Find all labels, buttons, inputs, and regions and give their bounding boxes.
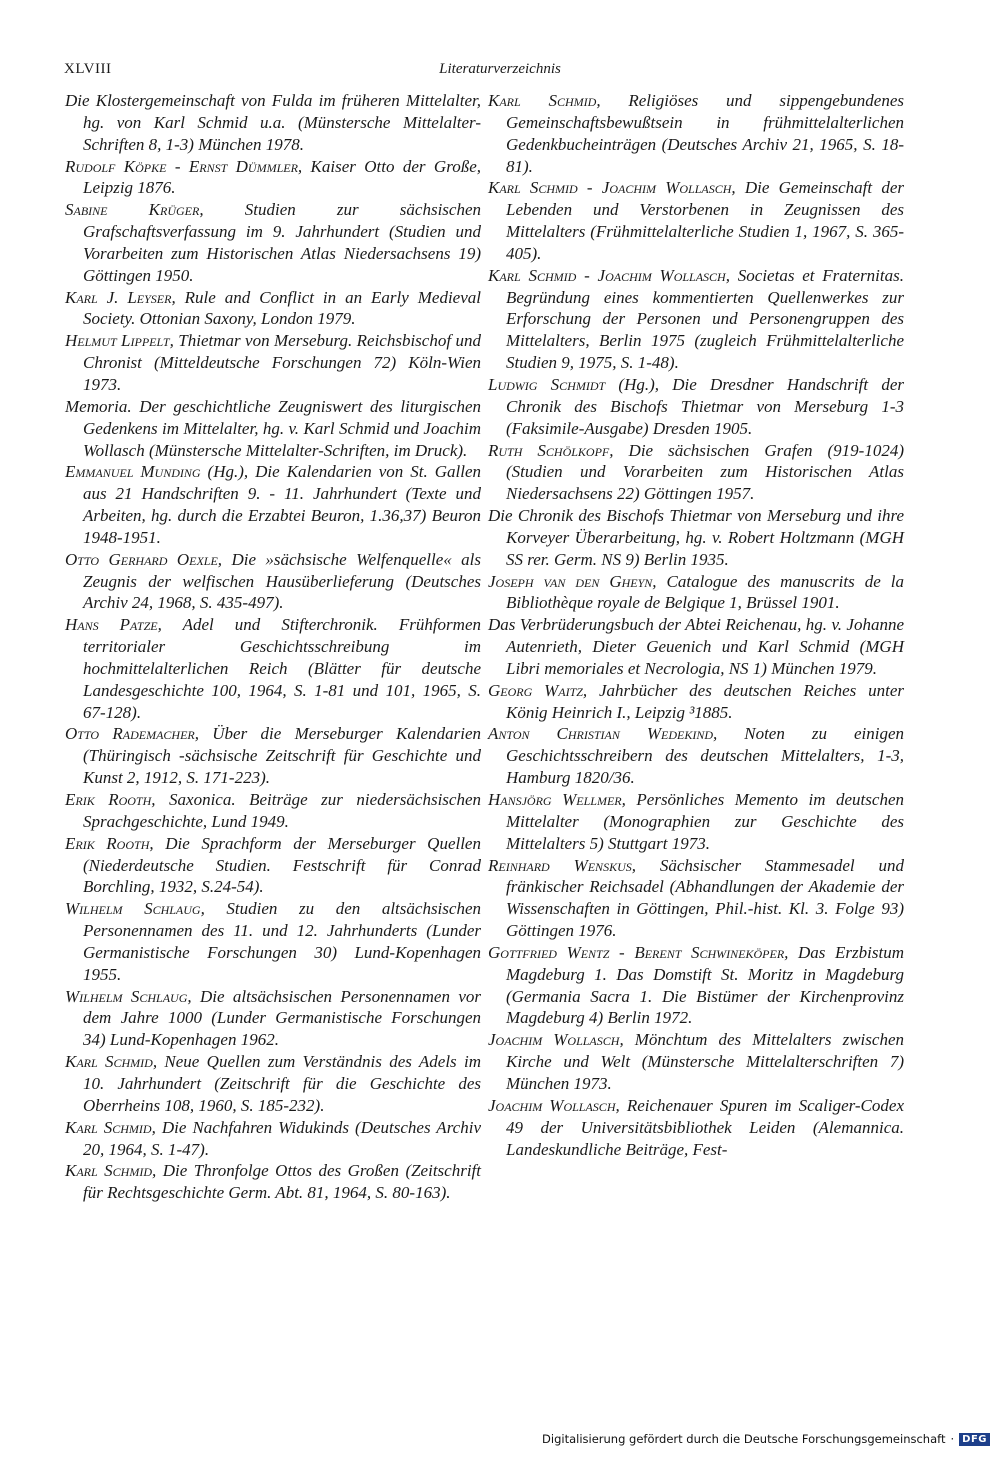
entry-author: Erik Rooth <box>65 790 152 809</box>
bibliography-entry <box>65 330 481 396</box>
entry-text: , Die altsächsischen Personennamen vor dem Jahre 1000 (Lunder Germanistische Forschungen 34) Lund-Kopenhagen 1962. <box>83 986 481 1050</box>
entry-text: , Die »sächsische Welfenquelle« als Zeugnis der welfischen Hausüberlieferung (Deutsches Archiv 24, 1968, S. 435-497). <box>83 549 481 613</box>
entry-author: Karl Schmid <box>65 1161 152 1181</box>
bibliography-entry <box>488 265 904 374</box>
entry-author: Ruth Schölkopf <box>488 440 610 460</box>
entry-text: , Studien zu den altsächsischen Personennamen des 11. und 12. Jahrhunderts (Lunder Germanistische Forschungen 30) Lund-Kopenhagen 1955. <box>83 899 481 984</box>
entry-author: Karl Schmid <box>65 1052 153 1072</box>
bibliography-entry <box>488 90 904 177</box>
bibliography-entry <box>65 1117 481 1161</box>
bibliography-entry <box>488 505 904 571</box>
entry-author: Otto Gerhard Oexle <box>65 549 218 569</box>
bibliography-entry <box>488 1029 904 1095</box>
bibliography-entry <box>65 287 481 331</box>
entry-author: Rudolf Köpke - Ernst Dümmler <box>65 156 298 176</box>
entry-text: , Reichenauer Spuren im Scaliger-Codex 49 der Universitätsbibliothek Leiden (Alemannica. Landeskundliche Beiträge, Fest- <box>506 1095 904 1159</box>
entry-author: Wilhelm Schlaug <box>65 899 201 919</box>
bibliography-entry <box>65 614 481 723</box>
entry-text: , Das Erzbistum Magdeburg 1. Das Domstift St. Moritz in Magdeburg (Germania Sacra 1. Die Bistümer der Kirchenprovinz Magdeburg 4) Berlin 1972. <box>506 942 904 1028</box>
dfg-logo: DFG <box>959 1433 990 1446</box>
page-number: XLVIII <box>64 61 112 77</box>
running-title: Literaturverzeichnis <box>439 61 561 77</box>
entry-text: Memoria. Der geschichtliche Zeugniswert des liturgischen Gedenkens im Mittelalter, hg. v. Karl Schmid und Joachim Wollasch (Münstersche Mittelalter-Schriften, im Druck). <box>65 396 481 460</box>
entry-text: , Die Thronfolge Ottos des Großen (Zeitschrift für Rechtsgeschichte Germ. Abt. 81, 1964, S. 80-163). <box>83 1161 481 1203</box>
bibliography-entry <box>65 90 481 156</box>
entry-author: Karl J. Leyser <box>65 287 172 307</box>
footer-text: Digitalisierung gefördert durch die Deutsche Forschungsgemeinschaft <box>542 1432 946 1446</box>
entry-text: Das Verbrüderungsbuch der Abtei Reichenau, hg. v. Johanne Autenrieth, Dieter Geuenich und Karl Schmid (MGH Libri memoriales et Necrologia, NS 1) München 1979. <box>488 615 904 678</box>
entry-text: , Religiöses und sippengebundenes Gemeinschaftsbewußtsein in frühmittelalterlichen Gedenkbucheinträgen (Deutsches Archiv 21, 1965, S. 18-81). <box>506 91 904 176</box>
entry-author: Reinhard Wenskus <box>488 855 632 875</box>
entry-author: Hansjörg Wellmer <box>488 790 622 809</box>
entry-author: Karl Schmid - Joachim Wollasch <box>488 265 726 285</box>
entry-author: Karl Schmid <box>488 91 597 110</box>
entry-author: Sabine Krüger <box>65 200 200 220</box>
entry-text: Die Klostergemeinschaft von Fulda im früheren Mittelalter, hg. von Karl Schmid u.a. (Münstersche Mittelalter-Schriften 8, 1-3) München 1978. <box>65 91 481 154</box>
entry-text: (Hg.), Die Dresdner Handschrift der Chronik des Bischofs Thietmar von Merseburg 1-3 (Faksimile-Ausgabe) Dresden 1905. <box>506 374 904 438</box>
entry-text: , Adel und Stifterchronik. Frühformen territorialer Geschichtsschreibung im hochmittelalterlichen Reich (Blätter für deutsche Landesgeschichte 100, 1964, S. 1-81 und 101, 1965, S. 67-128). <box>83 615 482 722</box>
entry-text: , Rule and Conflict in an Early Medieval Society. Ottonian Saxony, London 1979. <box>83 287 481 329</box>
entry-author: Erik Rooth <box>65 833 150 853</box>
entry-author: Joseph van den Gheyn <box>488 571 653 591</box>
entry-text: , Über die Merseburger Kalendarien (Thüringisch -sächsische Zeitschrift für Geschichte und Kunst 2, 1912, S. 171-223). <box>83 724 481 788</box>
entry-text: , Societas et Fraternitas. Begründung eines kommentierten Quellenwerkes zur Erforschung der Personen und Personengruppen des Mittelalters, Berlin 1975 (zugleich Frühmittelalterliche Studien 9, 1975, S. 1-48). <box>506 265 904 373</box>
entry-text: , Noten zu einigen Geschichtsschreibern des deutschen Mittelalters, 1-3, Hamburg 1820/36. <box>506 724 904 788</box>
bibliography-entry <box>65 986 481 1052</box>
entry-author: Ludwig Schmidt <box>488 374 606 394</box>
bibliography-entry <box>65 461 481 548</box>
bibliography-column-right <box>488 90 904 1160</box>
entry-text: (Hg.), Die Kalendarien von St. Gallen aus 21 Handschriften 9. - 11. Jahrhundert (Texte und Arbeiten, hg. durch die Erzabtei Beuron, 1.36,37) Beuron 1948-1951. <box>83 462 481 547</box>
bibliography-entry <box>488 440 904 506</box>
entry-text: , Sächsischer Stammesadel und fränkischer Reichsadel (Abhandlungen der Akademie der Wissenschaften in Göttingen, Phil.-hist. Kl. 3. Folge 93) Göttingen 1976. <box>506 855 905 941</box>
entry-text: , Neue Quellen zum Verständnis des Adels im 10. Jahrhundert (Zeitschrift für die Geschichte des Oberrheins 108, 1960, S. 185-232). <box>83 1052 481 1115</box>
bibliography-entry <box>65 833 481 899</box>
entry-text: , Die sächsischen Grafen (919-1024) (Studien und Vorarbeiten zum Historischen Atlas Niedersachsens 22) Göttingen 1957. <box>506 440 904 504</box>
entry-author: Karl Schmid - Joachim Wollasch <box>488 178 732 198</box>
entry-author: Hans Patze <box>65 615 158 635</box>
bibliography-entry <box>488 374 904 440</box>
bibliography-entry <box>65 789 481 833</box>
entry-author: Joachim Wollasch <box>488 1095 616 1115</box>
bibliography-entry <box>488 855 904 942</box>
bibliography-entry <box>488 680 904 724</box>
bibliography-entry <box>488 723 904 789</box>
entry-author: Georg Waitz <box>488 680 583 700</box>
bibliography-entry <box>488 1095 904 1161</box>
entry-author: Emmanuel Munding <box>65 462 201 482</box>
bibliography-entry <box>65 199 481 286</box>
bibliography-entry <box>488 942 904 1029</box>
bibliography-entry <box>488 177 904 264</box>
bibliography-entry <box>65 156 481 200</box>
bibliography-entry <box>65 723 481 789</box>
entry-text: , Die Sprachform der Merseburger Quellen (Niederdeutsche Studien. Festschrift für Conrad Borchling, 1932, S.24-54). <box>83 833 481 897</box>
entry-author: Karl Schmid <box>65 1117 152 1137</box>
bibliography-entry <box>488 789 904 855</box>
entry-text: , Kaiser Otto der Große, Leipzig 1876. <box>83 156 481 198</box>
entry-text: , Die Nachfahren Widukinds (Deutsches Archiv 20, 1964, S. 1-47). <box>83 1117 481 1159</box>
entry-author: Helmut Lippelt <box>65 331 170 351</box>
entry-author: Joachim Wollasch <box>488 1030 620 1050</box>
entry-author: Gottfried Wentz - Berent Schwineköper <box>488 942 785 962</box>
bibliography-entry <box>488 614 904 680</box>
bibliography-entry <box>65 898 481 985</box>
entry-text: , Saxonica. Beiträge zur niedersächsischen Sprachgeschichte, Lund 1949. <box>83 790 481 831</box>
bibliography-entry <box>65 1051 481 1117</box>
entry-text: , Studien zur sächsischen Grafschaftsverfassung im 9. Jahrhundert (Studien und Vorarbeiten zum Historischen Atlas Niedersachsens 19) Göttingen 1950. <box>83 200 481 285</box>
bibliography-column-left <box>65 90 481 1204</box>
entry-author: Otto Rademacher <box>65 724 195 744</box>
entry-text: , Persönliches Memento im deutschen Mittelalter (Monographien zur Geschichte des Mittelalters 5) Stuttgart 1973. <box>506 790 904 853</box>
bibliography-entry <box>65 549 481 615</box>
footer-dot: · <box>950 1432 955 1446</box>
bibliography-entry <box>65 1160 481 1204</box>
digitization-footer <box>542 1432 990 1446</box>
entry-text: , Thietmar von Merseburg. Reichsbischof und Chronist (Mitteldeutsche Forschungen 72) Köln-Wien 1973. <box>83 331 481 394</box>
bibliography-entry <box>65 396 481 462</box>
entry-text: , Catalogue des manuscrits de la Bibliothèque royale de Belgique 1, Brüssel 1901. <box>506 571 904 613</box>
entry-text: , Die Gemeinschaft der Lebenden und Verstorbenen in Zeugnissen des Mittelalters (Frühmittelalterliche Studien 1, 1967, S. 365-405). <box>506 178 905 263</box>
entry-text: Die Chronik des Bischofs Thietmar von Merseburg und ihre Korveyer Überarbeitung, hg. v. Robert Holtzmann (MGH SS rer. Germ. NS 9) Berlin 1935. <box>488 506 904 569</box>
entry-author: Anton Christian Wedekind <box>488 724 713 744</box>
entry-author: Wilhelm Schlaug <box>65 986 188 1006</box>
entry-text: , Jahrbücher des deutschen Reiches unter König Heinrich I., Leipzig ³1885. <box>506 680 904 722</box>
entry-text: , Mönchtum des Mittelalters zwischen Kirche und Welt (Münstersche Mittelalterschriften 7) München 1973. <box>506 1030 904 1093</box>
bibliography-entry <box>488 571 904 615</box>
